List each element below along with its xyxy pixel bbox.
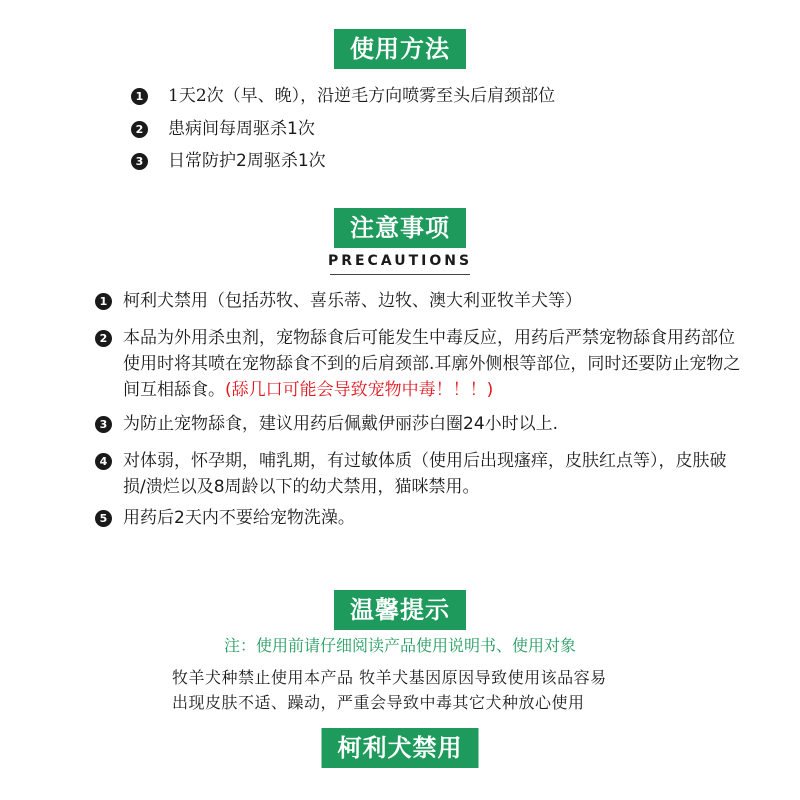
precaution-number-3: 3 [95,416,112,433]
step-number-2: 2 [131,121,148,138]
precaution-line: 用药后2天内不要给宠物洗澡。 [123,508,355,528]
precaution-line: 对体弱，怀孕期，哺乳期，有过敏体质（使用后出现瘙痒，皮肤红点等），皮肤破 [123,451,727,471]
precaution-number-5: 5 [95,510,112,527]
precaution-line: 为防止宠物舔食，建议用药后佩戴伊丽莎白圈24小时以上. [123,414,559,434]
tips-paragraph-line: 出现皮肤不适、躁动，严重会导致中毒其它犬种放心使用 [172,693,585,712]
precautions-divider [330,274,470,275]
step-number-1: 1 [131,88,148,105]
step-number-3: 3 [131,153,148,170]
precaution-line-text: 间互相舔食。 [123,380,225,400]
tips-paragraph-line: 牧羊犬种禁止使用本产品 牧羊犬基因原因导致使用该品容易 [172,668,607,687]
precaution-line: 损/溃烂以及8周龄以下的幼犬禁用，猫咪禁用。 [123,477,480,497]
precaution-line [123,378,493,402]
usage-item-text: 日常防护2周驱杀1次 [168,151,326,171]
precaution-line: 柯利犬禁用（包括苏牧、喜乐蒂、边牧、澳大利亚牧羊犬等） [123,291,582,311]
precautions-subtitle: PRECAUTIONS [327,253,473,269]
tips-section-title: 温馨提示 [334,590,466,630]
usage-item-text: 1天2次（早、晚），沿逆毛方向喷雾至头后肩颈部位 [168,86,556,106]
collie-banned-banner: 柯利犬禁用 [322,728,479,768]
precaution-number-1: 1 [95,293,112,310]
usage-section-title: 使用方法 [334,29,466,69]
usage-item-text: 患病间每周驱杀1次 [168,119,315,139]
precaution-line: 使用时将其喷在宠物舔食不到的后肩颈部.耳廓外侧根等部位，同时还要防止宠物之 [123,354,741,374]
precautions-section-title: 注意事项 [334,208,466,248]
precaution-number-2: 2 [95,330,112,347]
precaution-number-4: 4 [95,453,112,470]
poison-warning: (舔几口可能会导致宠物中毒！！！) [225,380,494,400]
tips-note: 注：使用前请仔细阅读产品使用说明书、使用对象 [223,636,576,655]
precaution-line: 本品为外用杀虫剂，宠物舔食后可能发生中毒反应，用药后严禁宠物舔食用药部位 [123,328,735,348]
